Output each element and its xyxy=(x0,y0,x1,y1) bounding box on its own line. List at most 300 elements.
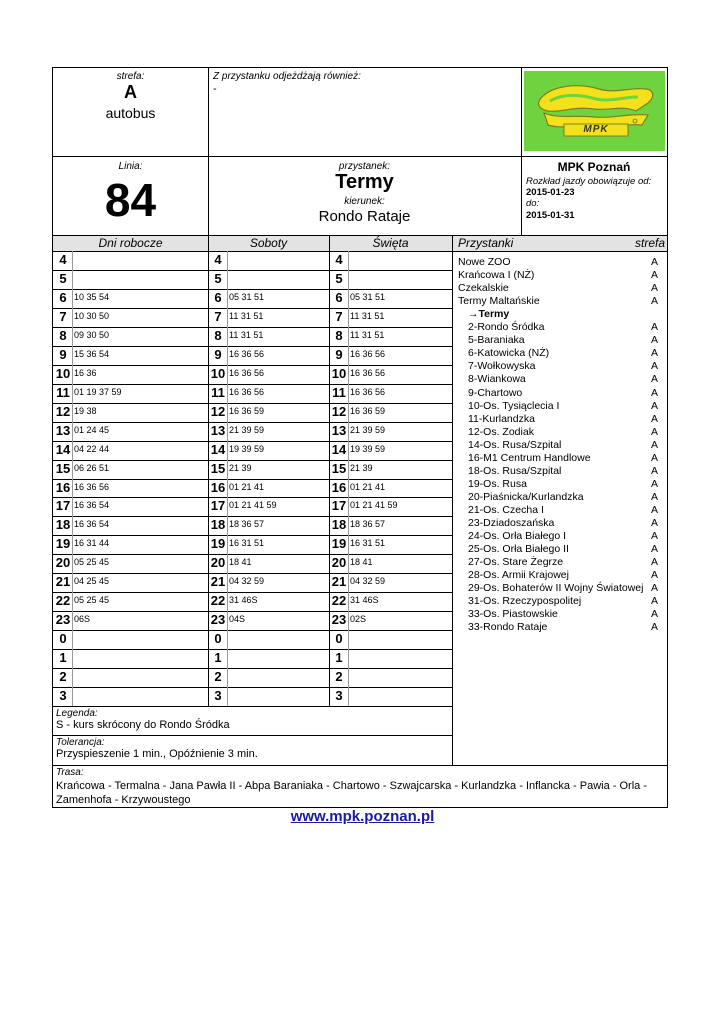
stop-zone: A xyxy=(651,490,659,503)
stop-name: Czekalskie xyxy=(458,282,509,295)
hour-separator xyxy=(72,611,73,630)
minutes-cell: 05 25 45 xyxy=(74,595,110,605)
stop-zone: A xyxy=(651,295,659,308)
hour-cell: 19 xyxy=(331,536,347,551)
minutes-cell: 31 46S xyxy=(229,595,258,605)
hour-separator xyxy=(348,460,349,479)
stop-name: 33-Rondo Rataje xyxy=(468,621,548,634)
hour-cell: 12 xyxy=(210,404,226,419)
hour-separator xyxy=(348,535,349,554)
stop-item xyxy=(468,543,569,555)
stop-zone: A xyxy=(651,399,659,412)
stop-zone: A xyxy=(651,347,659,360)
hour-cell: 9 xyxy=(59,347,67,362)
hour-cell: 15 xyxy=(331,461,347,476)
hour-separator xyxy=(227,327,228,346)
hour-separator xyxy=(72,289,73,308)
stop-zone: A xyxy=(651,517,659,529)
mpk-logo-graphic xyxy=(524,71,665,151)
also-departing-value: - xyxy=(213,83,217,95)
hour-cell: 16 xyxy=(210,480,226,495)
column-header-weekdays: Dni robocze xyxy=(98,236,163,250)
valid-from-label: Rozkład jazdy obowiązuje od: xyxy=(526,176,652,187)
hour-separator xyxy=(72,479,73,498)
stop-item xyxy=(468,465,561,477)
legend-label: Legenda: xyxy=(56,708,98,719)
minutes-cell: 18 41 xyxy=(229,557,252,567)
minutes-cell: 21 39 59 xyxy=(350,425,386,435)
hour-separator xyxy=(227,630,228,649)
minutes-cell: 05 25 45 xyxy=(74,557,110,567)
stop-name: 7-Wołkowyska xyxy=(468,360,536,373)
minutes-cell: 16 36 59 xyxy=(350,406,386,416)
hour-separator xyxy=(227,611,228,630)
website-link[interactable]: www.mpk.poznan.pl xyxy=(290,808,435,825)
hour-separator xyxy=(72,573,73,592)
hour-separator xyxy=(348,327,349,346)
timetable-sheet xyxy=(52,67,668,808)
company-name: MPK Poznań xyxy=(557,160,631,174)
hour-cell: 11 xyxy=(332,385,346,400)
minutes-cell: 16 31 51 xyxy=(229,538,265,548)
minutes-cell: 05 31 51 xyxy=(229,292,265,302)
hour-separator xyxy=(227,497,228,516)
stop-zone: A xyxy=(651,360,659,373)
hour-separator xyxy=(227,592,228,611)
hour-cell: 20 xyxy=(210,555,226,570)
stop-item xyxy=(468,387,522,399)
hour-separator xyxy=(348,668,349,687)
stop-name: Termy xyxy=(335,171,394,193)
hour-cell: 0 xyxy=(214,631,222,646)
hour-cell: 14 xyxy=(331,442,347,457)
minutes-cell: 01 21 41 59 xyxy=(229,500,277,510)
hour-separator xyxy=(348,592,349,611)
hour-cell: 21 xyxy=(331,574,347,589)
stop-zone: A xyxy=(651,556,659,569)
hour-separator xyxy=(72,687,73,706)
minutes-cell: 10 30 50 xyxy=(74,311,110,321)
hour-cell: 15 xyxy=(55,461,71,476)
stop-item xyxy=(458,256,511,268)
timetable-grid xyxy=(53,251,452,706)
hour-cell: 16 xyxy=(331,480,347,495)
stop-name: 18-Os. Rusa/Szpital xyxy=(468,464,562,477)
hour-cell: 4 xyxy=(214,252,222,267)
hour-cell: 8 xyxy=(335,328,343,343)
hour-separator xyxy=(72,630,73,649)
stop-zone: A xyxy=(651,412,659,425)
hour-cell: 11 xyxy=(211,385,225,400)
stop-zone: A xyxy=(651,282,659,295)
line-number: 84 xyxy=(104,174,157,226)
minutes-cell: 16 36 54 xyxy=(74,519,110,529)
hour-separator xyxy=(72,251,73,270)
minutes-cell: 16 36 56 xyxy=(229,368,265,378)
stop-item xyxy=(468,569,569,581)
hour-separator xyxy=(72,384,73,403)
minutes-cell: 19 39 59 xyxy=(229,444,265,454)
tolerance-text: Przyspieszenie 1 min., Opóźnienie 3 min. xyxy=(56,748,258,760)
hour-separator xyxy=(72,327,73,346)
stop-zone: A xyxy=(651,595,659,608)
hour-separator xyxy=(72,346,73,365)
stop-zone: A xyxy=(651,334,659,347)
minutes-cell: 09 30 50 xyxy=(74,330,110,340)
row-divider xyxy=(53,687,452,688)
column-header-saturdays: Soboty xyxy=(249,236,288,250)
also-departing-label: Z przystanku odjeżdżają również: xyxy=(213,71,361,82)
hour-cell: 7 xyxy=(214,309,222,324)
stop-zone: A xyxy=(651,569,659,582)
hour-cell: 16 xyxy=(55,480,71,495)
stop-zone: A xyxy=(651,464,659,477)
hour-cell: 13 xyxy=(55,423,71,438)
hour-separator xyxy=(348,630,349,649)
minutes-cell: 06 26 51 xyxy=(74,463,110,473)
hour-separator xyxy=(227,535,228,554)
hour-cell: 13 xyxy=(331,423,347,438)
minutes-cell: 21 39 xyxy=(350,463,373,473)
stop-name: 24-Os. Orła Białego I xyxy=(468,530,567,543)
hour-separator xyxy=(348,346,349,365)
hour-separator xyxy=(348,516,349,535)
hour-separator xyxy=(72,535,73,554)
minutes-cell: 01 21 41 xyxy=(229,482,265,492)
hour-cell: 7 xyxy=(335,309,343,324)
current-stop-arrow-icon: → xyxy=(468,308,479,321)
hour-cell: 5 xyxy=(214,271,222,286)
stop-zone: A xyxy=(651,269,659,282)
stop-item xyxy=(458,269,534,281)
minutes-cell: 01 24 45 xyxy=(74,425,110,435)
hour-cell: 17 xyxy=(331,498,347,513)
minutes-cell: 16 36 56 xyxy=(229,387,265,397)
stop-item xyxy=(468,360,536,372)
hour-separator xyxy=(348,308,349,327)
hour-cell: 23 xyxy=(210,612,226,627)
hour-separator xyxy=(72,460,73,479)
hour-cell: 19 xyxy=(210,536,226,551)
stop-zone: A xyxy=(651,543,659,556)
hour-separator xyxy=(227,460,228,479)
minutes-cell: 16 36 59 xyxy=(229,406,265,416)
hour-cell: 5 xyxy=(335,271,343,286)
minutes-cell: 01 21 41 xyxy=(350,482,386,492)
minutes-cell: 04 32 59 xyxy=(350,576,386,586)
stop-name: 8-Wiankowa xyxy=(468,373,526,386)
minutes-cell: 19 39 59 xyxy=(350,444,386,454)
stop-name: 27-Os. Stare Żegrze xyxy=(468,556,564,569)
hour-separator xyxy=(348,554,349,573)
row-divider xyxy=(53,630,452,631)
hour-separator xyxy=(348,384,349,403)
hour-cell: 15 xyxy=(210,461,226,476)
minutes-cell: 18 36 57 xyxy=(350,519,386,529)
stop-name: 29-Os. Bohaterów II Wojny Światowej xyxy=(468,582,644,595)
stop-name: 25-Os. Orła Białego II xyxy=(468,543,569,556)
hour-cell: 20 xyxy=(55,555,71,570)
stop-item xyxy=(468,334,525,346)
stop-item xyxy=(468,491,584,503)
hour-cell: 3 xyxy=(214,688,222,703)
hour-separator xyxy=(348,611,349,630)
hour-separator xyxy=(72,403,73,422)
hour-separator xyxy=(227,441,228,460)
current-stop xyxy=(468,308,509,320)
hour-separator xyxy=(72,497,73,516)
hour-cell: 4 xyxy=(335,252,343,267)
stop-item xyxy=(458,282,509,294)
hour-cell: 21 xyxy=(55,574,71,589)
stop-item xyxy=(468,608,558,620)
minutes-cell: 05 31 51 xyxy=(350,292,386,302)
stop-name: 23-Dziadoszańska xyxy=(468,517,555,529)
hour-cell: 8 xyxy=(59,328,67,343)
hour-separator xyxy=(348,251,349,270)
stops-list xyxy=(452,251,667,765)
minutes-cell: 16 36 54 xyxy=(74,500,110,510)
minutes-cell: 16 36 56 xyxy=(74,482,110,492)
hour-cell: 7 xyxy=(59,309,67,324)
stop-item xyxy=(468,621,547,633)
hour-separator xyxy=(72,308,73,327)
direction-name: Rondo Rataje xyxy=(318,208,411,225)
hour-separator xyxy=(72,365,73,384)
stop-zone: A xyxy=(651,608,659,621)
stop-name: Termy xyxy=(478,308,510,321)
hour-separator xyxy=(348,687,349,706)
valid-to-date: 2015-01-31 xyxy=(526,210,575,221)
hour-cell: 10 xyxy=(210,366,226,381)
minutes-cell: 11 31 51 xyxy=(229,311,264,321)
stop-name: Krańcowa I (NŻ) xyxy=(458,269,535,282)
stop-zone: A xyxy=(651,321,659,334)
hour-cell: 22 xyxy=(210,593,226,608)
hour-cell: 18 xyxy=(331,517,347,532)
minutes-cell: 15 36 54 xyxy=(74,349,110,359)
hour-separator xyxy=(348,479,349,498)
minutes-cell: 11 31 51 xyxy=(229,330,264,340)
hour-cell: 17 xyxy=(55,498,71,513)
stop-name: 28-Os. Armii Krajowej xyxy=(468,569,569,582)
stop-name: 14-Os. Rusa/Szpital xyxy=(468,438,562,451)
direction-label: kierunek: xyxy=(344,196,385,207)
stop-zone: A xyxy=(651,256,659,268)
column-header-zone: strefa xyxy=(635,236,666,250)
hour-separator xyxy=(227,516,228,535)
stop-item xyxy=(468,439,561,451)
hour-separator xyxy=(227,308,228,327)
hour-separator xyxy=(348,422,349,441)
hour-cell: 22 xyxy=(331,593,347,608)
row-divider xyxy=(53,270,452,271)
stop-name: 11-Kurlandzka xyxy=(468,412,535,425)
stop-name: 16-M1 Centrum Handlowe xyxy=(468,451,591,464)
hour-cell: 23 xyxy=(55,612,71,627)
stop-zone: A xyxy=(651,425,659,438)
stop-item xyxy=(468,556,563,568)
hour-cell: 10 xyxy=(331,366,347,381)
hour-cell: 17 xyxy=(210,498,226,513)
hour-separator xyxy=(72,668,73,687)
zone-value: A xyxy=(124,82,137,102)
stop-item xyxy=(468,321,544,333)
stop-name: Nowe ZOO xyxy=(458,256,511,268)
stop-zone: A xyxy=(651,438,659,451)
hour-cell: 1 xyxy=(335,650,343,665)
route-label: Trasa: xyxy=(56,767,84,778)
hour-separator xyxy=(348,573,349,592)
minutes-cell: 02S xyxy=(350,614,367,624)
hour-cell: 5 xyxy=(59,271,67,286)
stop-name: 12-Os. Zodiak xyxy=(468,425,534,438)
valid-to-label: do: xyxy=(526,198,540,209)
hour-cell: 6 xyxy=(59,290,67,305)
hour-separator xyxy=(227,649,228,668)
hour-separator xyxy=(227,668,228,687)
zone-label: strefa: xyxy=(116,71,145,82)
stop-zone: A xyxy=(651,582,659,595)
minutes-cell: 16 36 56 xyxy=(350,387,386,397)
hour-separator xyxy=(72,649,73,668)
row-divider xyxy=(53,611,452,612)
hour-cell: 9 xyxy=(335,347,343,362)
stop-name: 33-Os. Piastowskie xyxy=(468,608,558,621)
stop-zone: A xyxy=(651,477,659,490)
hour-cell: 18 xyxy=(210,517,226,532)
row-divider xyxy=(53,668,452,669)
hour-separator xyxy=(72,270,73,289)
hour-separator xyxy=(227,479,228,498)
legend-text: S - kurs skrócony do Rondo Śródka xyxy=(56,719,230,731)
stop-name: 10-Os. Tysiąclecia I xyxy=(468,399,560,412)
hour-cell: 22 xyxy=(55,593,71,608)
stop-name: 6-Katowicka (NŻ) xyxy=(468,347,550,360)
stop-name: 21-Os. Czecha I xyxy=(468,503,544,516)
hour-separator xyxy=(227,384,228,403)
vehicle-type: autobus xyxy=(105,105,156,121)
stop-zone: A xyxy=(651,386,659,399)
stop-item xyxy=(468,478,527,490)
minutes-cell: 16 31 44 xyxy=(74,538,110,548)
minutes-cell: 16 31 51 xyxy=(350,538,386,548)
hour-cell: 2 xyxy=(59,669,67,684)
stop-item xyxy=(468,517,554,529)
hour-separator xyxy=(227,422,228,441)
minutes-cell: 19 38 xyxy=(74,406,97,416)
hour-separator xyxy=(348,441,349,460)
hour-separator xyxy=(227,687,228,706)
line-label: Linia: xyxy=(118,161,143,172)
stop-item xyxy=(458,295,540,307)
hour-separator xyxy=(348,403,349,422)
hour-separator xyxy=(72,592,73,611)
stop-item xyxy=(468,530,566,542)
hour-cell: 20 xyxy=(331,555,347,570)
hour-cell: 10 xyxy=(55,366,71,381)
hour-cell: 2 xyxy=(335,669,343,684)
mpk-logo xyxy=(524,71,665,151)
mpk-logo-text: MPK xyxy=(583,124,609,135)
stop-item xyxy=(468,347,549,359)
minutes-cell: 21 39 xyxy=(229,463,252,473)
hour-cell: 0 xyxy=(59,631,67,646)
tolerance-label: Tolerancja: xyxy=(56,737,105,748)
stop-name: 31-Os. Rzeczypospolitej xyxy=(468,595,582,608)
hour-cell: 0 xyxy=(335,631,343,646)
hour-cell: 14 xyxy=(55,442,71,457)
hour-cell: 6 xyxy=(214,290,222,305)
hour-cell: 1 xyxy=(59,650,67,665)
hour-separator xyxy=(227,554,228,573)
stop-item xyxy=(468,504,544,516)
stop-item xyxy=(468,373,526,385)
hour-cell: 13 xyxy=(210,423,226,438)
minutes-cell: 16 36 56 xyxy=(229,349,265,359)
hour-separator xyxy=(227,289,228,308)
minutes-cell: 18 41 xyxy=(350,557,373,567)
stop-name: 9-Chartowo xyxy=(468,386,523,399)
hour-separator xyxy=(72,422,73,441)
minutes-cell: 16 36 56 xyxy=(350,349,386,359)
hour-cell: 3 xyxy=(335,688,343,703)
hour-cell: 3 xyxy=(59,688,67,703)
stop-item xyxy=(468,582,643,594)
minutes-cell: 21 39 59 xyxy=(229,425,265,435)
stop-zone: A xyxy=(651,621,659,634)
hour-separator xyxy=(72,516,73,535)
hour-separator xyxy=(348,289,349,308)
stop-name: 20-Piaśnicka/Kurlandzka xyxy=(468,490,584,503)
hour-separator xyxy=(227,346,228,365)
minutes-cell: 11 31 51 xyxy=(350,330,385,340)
minutes-cell: 16 36 56 xyxy=(350,368,386,378)
minutes-cell: 04S xyxy=(229,614,246,624)
hour-separator xyxy=(348,649,349,668)
hour-cell: 12 xyxy=(55,404,71,419)
stop-name: 2-Rondo Śródka xyxy=(468,321,545,334)
stop-label: przystanek: xyxy=(338,161,391,172)
row-divider xyxy=(53,649,452,650)
stop-item xyxy=(468,452,591,464)
hour-cell: 4 xyxy=(59,252,67,267)
hour-cell: 23 xyxy=(331,612,347,627)
hour-cell: 6 xyxy=(335,290,343,305)
hour-cell: 21 xyxy=(210,574,226,589)
row-divider xyxy=(53,554,452,555)
hour-separator xyxy=(227,573,228,592)
minutes-cell: 31 46S xyxy=(350,595,379,605)
minutes-cell: 04 25 45 xyxy=(74,576,110,586)
minutes-cell: 10 35 54 xyxy=(74,292,110,302)
minutes-cell: 04 32 59 xyxy=(229,576,265,586)
stop-zone: A xyxy=(651,503,659,516)
valid-from-date: 2015-01-23 xyxy=(526,187,575,198)
column-header-stops: Przystanki xyxy=(458,236,514,250)
hour-cell: 9 xyxy=(214,347,222,362)
hour-separator xyxy=(227,403,228,422)
hour-separator xyxy=(72,441,73,460)
stop-zone: A xyxy=(651,530,659,543)
minutes-cell: 04 22 44 xyxy=(74,444,110,454)
stop-item xyxy=(468,413,535,425)
hour-separator xyxy=(348,497,349,516)
stop-name: 5-Baraniaka xyxy=(468,334,525,347)
minutes-cell: 01 21 41 59 xyxy=(350,500,398,510)
hour-cell: 14 xyxy=(210,442,226,457)
row-divider xyxy=(53,460,452,461)
